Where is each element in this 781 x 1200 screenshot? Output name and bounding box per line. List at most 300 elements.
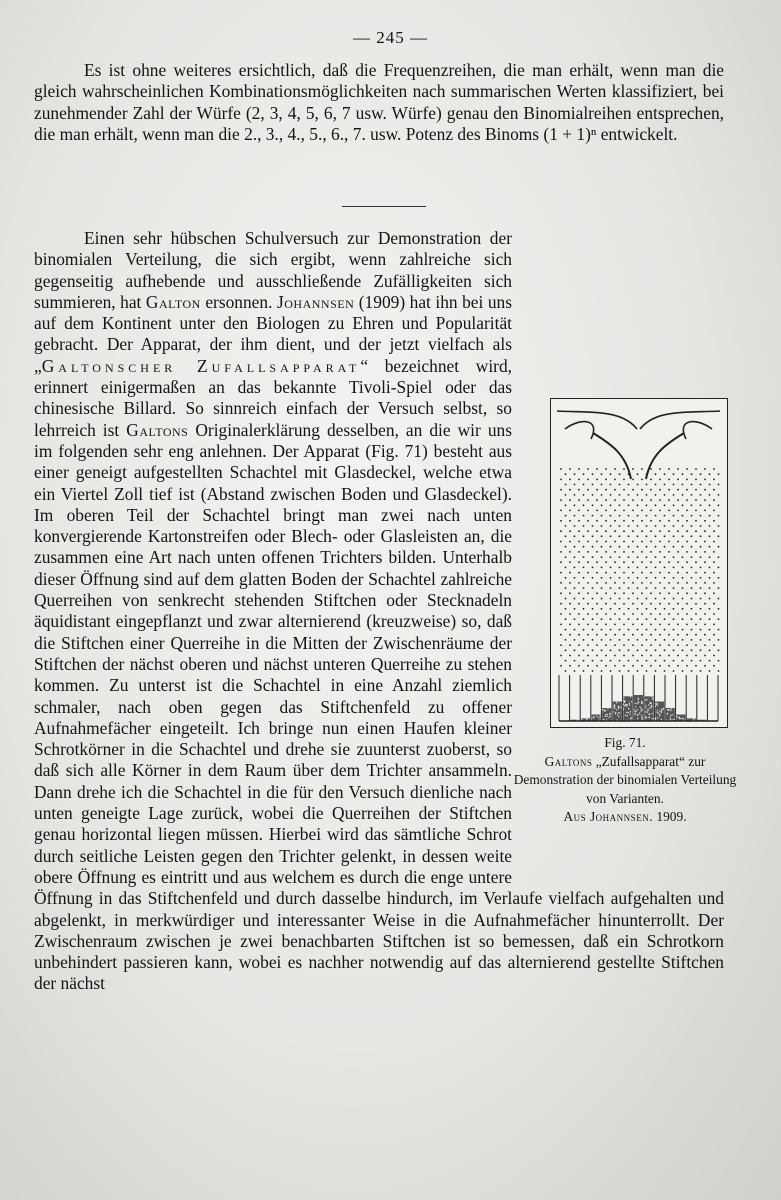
shot-grain: [655, 718, 656, 719]
shot-grain: [667, 709, 668, 710]
pin: [677, 520, 679, 522]
pin: [646, 660, 648, 662]
pin: [673, 598, 675, 600]
pin: [632, 520, 634, 522]
pin: [691, 525, 693, 527]
pin: [682, 473, 684, 475]
author-galton: Galton: [145, 291, 201, 312]
pin: [628, 587, 630, 589]
pin: [677, 510, 679, 512]
shot-grain: [646, 699, 647, 700]
pin: [677, 613, 679, 615]
shot-grain: [672, 714, 673, 715]
pin: [637, 608, 639, 610]
pin: [578, 665, 580, 667]
pin: [623, 644, 625, 646]
pin: [709, 618, 711, 620]
pin: [587, 624, 589, 626]
pin: [659, 613, 661, 615]
pin: [574, 649, 576, 651]
pin: [718, 504, 720, 506]
pin: [682, 546, 684, 548]
caption-source: Aus Johannsen.: [563, 809, 654, 824]
pin: [637, 525, 639, 527]
pin: [587, 541, 589, 543]
pin: [646, 567, 648, 569]
shot-grain: [626, 706, 627, 707]
pin: [668, 510, 670, 512]
caption-galtons: Galtons: [544, 753, 593, 769]
pin: [596, 541, 598, 543]
pin: [641, 582, 643, 584]
pin: [565, 504, 567, 506]
pin: [632, 634, 634, 636]
pin: [704, 655, 706, 657]
pin: [686, 499, 688, 501]
p2-part2: ersonnen.: [205, 291, 273, 312]
pin: [565, 639, 567, 641]
pin-field: [560, 468, 719, 672]
pin: [614, 634, 616, 636]
pin: [659, 561, 661, 563]
pin: [686, 624, 688, 626]
pin: [718, 525, 720, 527]
pin: [569, 655, 571, 657]
pin: [659, 624, 661, 626]
shot-grain: [634, 713, 635, 714]
pin: [646, 587, 648, 589]
pin: [569, 510, 571, 512]
pin: [605, 644, 607, 646]
pin: [623, 541, 625, 543]
pin: [623, 613, 625, 615]
pin: [713, 655, 715, 657]
pin: [691, 608, 693, 610]
pin: [614, 510, 616, 512]
pin: [718, 556, 720, 558]
pin: [686, 468, 688, 470]
pin: [614, 551, 616, 553]
shot-grain: [627, 715, 628, 716]
shot-grain: [657, 703, 658, 704]
pin: [691, 670, 693, 672]
pin: [583, 473, 585, 475]
author-johannsen: Johannsen: [276, 291, 355, 312]
pin: [677, 561, 679, 563]
pin: [632, 468, 634, 470]
curl-right: [683, 422, 712, 439]
pin: [596, 634, 598, 636]
pin: [614, 479, 616, 481]
pin: [650, 468, 652, 470]
pin: [578, 582, 580, 584]
pin: [574, 660, 576, 662]
pin: [677, 603, 679, 605]
pin: [632, 510, 634, 512]
shot-grain: [623, 700, 624, 701]
pin: [623, 572, 625, 574]
pin: [614, 592, 616, 594]
pin: [668, 551, 670, 553]
shot-grain: [639, 707, 640, 708]
pin: [641, 468, 643, 470]
pin: [574, 608, 576, 610]
pin: [578, 530, 580, 532]
pin: [623, 499, 625, 501]
pin: [677, 541, 679, 543]
pin: [623, 665, 625, 667]
pin: [713, 613, 715, 615]
pin: [695, 613, 697, 615]
pin: [560, 655, 562, 657]
shot-grain: [616, 702, 617, 703]
shot-grain: [623, 697, 624, 698]
pin: [614, 489, 616, 491]
pin: [686, 541, 688, 543]
pin: [619, 587, 621, 589]
pin: [623, 603, 625, 605]
pin: [655, 660, 657, 662]
pin: [709, 587, 711, 589]
pin: [637, 494, 639, 496]
pin: [628, 618, 630, 620]
shot-grain: [655, 703, 656, 704]
p2-part1: Einen sehr hübschen Schulversuch zur Demonstration der binomialen Verteilung, die sich ergibt, wenn zahlreiche sich gegenseitig aufhebende und ausschließende Zufälligkeiten sich summieren, hat: [34, 228, 512, 312]
pin: [560, 499, 562, 501]
pin: [583, 618, 585, 620]
pin: [601, 473, 603, 475]
pin: [659, 541, 661, 543]
pin: [664, 546, 666, 548]
pin: [614, 530, 616, 532]
pin: [569, 613, 571, 615]
pin: [704, 592, 706, 594]
pin: [614, 665, 616, 667]
pin: [704, 572, 706, 574]
pin: [691, 556, 693, 558]
shot-grain: [614, 707, 615, 708]
pin: [632, 572, 634, 574]
pin: [659, 489, 661, 491]
pin: [664, 670, 666, 672]
pin: [565, 618, 567, 620]
pin: [682, 639, 684, 641]
term-galton-apparatus: Galtonscher Zufallsapparat: [41, 355, 361, 376]
shot-grain: [637, 718, 638, 719]
pin: [664, 484, 666, 486]
pin: [709, 515, 711, 517]
pin: [686, 489, 688, 491]
shot-grain: [603, 719, 604, 720]
pin: [569, 634, 571, 636]
pin: [565, 484, 567, 486]
pin: [565, 567, 567, 569]
pin: [578, 634, 580, 636]
pin: [569, 551, 571, 553]
pin: [682, 556, 684, 558]
pin: [565, 670, 567, 672]
pin: [695, 551, 697, 553]
shot-grain: [581, 719, 582, 720]
pin: [574, 535, 576, 537]
pin: [659, 634, 661, 636]
pin: [587, 592, 589, 594]
pin: [619, 618, 621, 620]
pin: [628, 608, 630, 610]
pin: [713, 489, 715, 491]
pin: [718, 639, 720, 641]
pin: [596, 624, 598, 626]
pin: [704, 665, 706, 667]
shot-grain: [630, 711, 631, 712]
pin: [623, 634, 625, 636]
pin: [655, 525, 657, 527]
pin: [601, 535, 603, 537]
pin: [709, 525, 711, 527]
pin: [677, 499, 679, 501]
pin: [614, 561, 616, 563]
pin: [704, 613, 706, 615]
shot-grain: [645, 705, 646, 706]
pin: [578, 479, 580, 481]
pin: [646, 629, 648, 631]
pin: [605, 603, 607, 605]
pin: [583, 504, 585, 506]
pin: [619, 473, 621, 475]
pin: [704, 530, 706, 532]
pin: [628, 556, 630, 558]
pin: [659, 665, 661, 667]
pin: [691, 515, 693, 517]
pin: [713, 520, 715, 522]
pin: [601, 567, 603, 569]
pin: [695, 468, 697, 470]
pin: [682, 629, 684, 631]
pin: [664, 618, 666, 620]
pin: [601, 608, 603, 610]
pin: [641, 479, 643, 481]
pin: [560, 603, 562, 605]
pin: [560, 510, 562, 512]
figure-label: Fig. 71.: [604, 735, 646, 750]
pin: [560, 561, 562, 563]
pin: [691, 577, 693, 579]
pin: [578, 613, 580, 615]
pin: [605, 551, 607, 553]
pin: [632, 561, 634, 563]
pin: [614, 541, 616, 543]
shot-grain: [634, 714, 635, 715]
pin: [718, 660, 720, 662]
pin: [569, 624, 571, 626]
shot-grain: [606, 716, 607, 717]
pin: [700, 649, 702, 651]
pin: [650, 489, 652, 491]
pin: [682, 535, 684, 537]
pin: [637, 546, 639, 548]
pin: [718, 494, 720, 496]
pin: [623, 489, 625, 491]
pin: [592, 535, 594, 537]
pin: [668, 572, 670, 574]
pin: [560, 489, 562, 491]
pin: [610, 535, 612, 537]
pin: [596, 613, 598, 615]
shot-grain: [605, 716, 606, 717]
pin: [709, 473, 711, 475]
pin: [628, 660, 630, 662]
pin: [718, 629, 720, 631]
pin: [610, 649, 612, 651]
pin: [592, 660, 594, 662]
pin: [668, 634, 670, 636]
pin: [587, 561, 589, 563]
pin: [592, 649, 594, 651]
pin: [619, 556, 621, 558]
pin: [560, 613, 562, 615]
pin: [605, 520, 607, 522]
pin: [695, 603, 697, 605]
pin: [569, 520, 571, 522]
pin: [641, 603, 643, 605]
pin: [632, 541, 634, 543]
pin: [605, 468, 607, 470]
pin: [677, 572, 679, 574]
pin: [619, 515, 621, 517]
pin: [682, 484, 684, 486]
pin: [713, 541, 715, 543]
curl-left: [565, 422, 594, 439]
pin: [628, 577, 630, 579]
pin: [713, 468, 715, 470]
shot-grain: [641, 715, 642, 716]
pin: [704, 644, 706, 646]
pin: [700, 556, 702, 558]
shot-grain: [679, 718, 680, 719]
pin: [659, 479, 661, 481]
pin: [601, 504, 603, 506]
pin: [682, 567, 684, 569]
pin: [605, 665, 607, 667]
page-number: — 245 —: [353, 28, 428, 47]
pin: [610, 556, 612, 558]
shot-grain: [661, 710, 662, 711]
pin: [610, 629, 612, 631]
pin: [587, 479, 589, 481]
pin: [592, 629, 594, 631]
pin: [605, 624, 607, 626]
shot-grain: [680, 718, 681, 719]
pin: [614, 613, 616, 615]
pin: [610, 618, 612, 620]
pin: [659, 592, 661, 594]
pin: [682, 577, 684, 579]
shot-grain: [625, 715, 626, 716]
pin: [695, 510, 697, 512]
pin: [709, 577, 711, 579]
shot-grain: [638, 699, 639, 700]
pin: [682, 598, 684, 600]
pin: [668, 592, 670, 594]
pin: [641, 561, 643, 563]
pin: [601, 494, 603, 496]
pin: [646, 504, 648, 506]
pin: [574, 639, 576, 641]
pin: [718, 608, 720, 610]
pin: [632, 499, 634, 501]
pin: [601, 577, 603, 579]
shot-grain: [641, 701, 642, 702]
pin: [592, 494, 594, 496]
pin: [655, 504, 657, 506]
shot-grain: [598, 717, 599, 718]
pin: [713, 624, 715, 626]
pin: [659, 655, 661, 657]
pin: [583, 515, 585, 517]
shot-grain: [638, 701, 639, 702]
pin: [596, 592, 598, 594]
pin: [700, 670, 702, 672]
pin: [682, 587, 684, 589]
pin: [619, 639, 621, 641]
shot-grain: [605, 710, 606, 711]
pin: [569, 603, 571, 605]
shot-grain: [645, 717, 646, 718]
pin: [704, 551, 706, 553]
pin: [664, 649, 666, 651]
shot-grain: [626, 712, 627, 713]
pin: [655, 649, 657, 651]
shot-grain: [642, 702, 643, 703]
pin: [704, 510, 706, 512]
pin: [655, 629, 657, 631]
pin: [578, 468, 580, 470]
pin: [596, 468, 598, 470]
pin: [700, 535, 702, 537]
pin: [709, 629, 711, 631]
pin: [623, 551, 625, 553]
pin: [592, 484, 594, 486]
pin: [700, 473, 702, 475]
pin: [650, 665, 652, 667]
pin: [655, 670, 657, 672]
shot-grain: [626, 704, 627, 705]
pin: [569, 572, 571, 574]
pin: [592, 525, 594, 527]
pin: [695, 624, 697, 626]
pin: [650, 520, 652, 522]
pin: [605, 634, 607, 636]
pin: [592, 639, 594, 641]
pin: [619, 629, 621, 631]
pin: [646, 484, 648, 486]
pin: [677, 655, 679, 657]
pin: [578, 644, 580, 646]
shot-grain: [596, 716, 597, 717]
pin: [623, 592, 625, 594]
pin: [673, 556, 675, 558]
shot-grain: [670, 719, 671, 720]
pin: [596, 582, 598, 584]
pin: [664, 629, 666, 631]
pin: [619, 670, 621, 672]
pin: [619, 525, 621, 527]
pin: [623, 561, 625, 563]
pin: [655, 608, 657, 610]
pin: [700, 494, 702, 496]
author-galtons: Galtons: [126, 419, 189, 440]
pin: [668, 624, 670, 626]
